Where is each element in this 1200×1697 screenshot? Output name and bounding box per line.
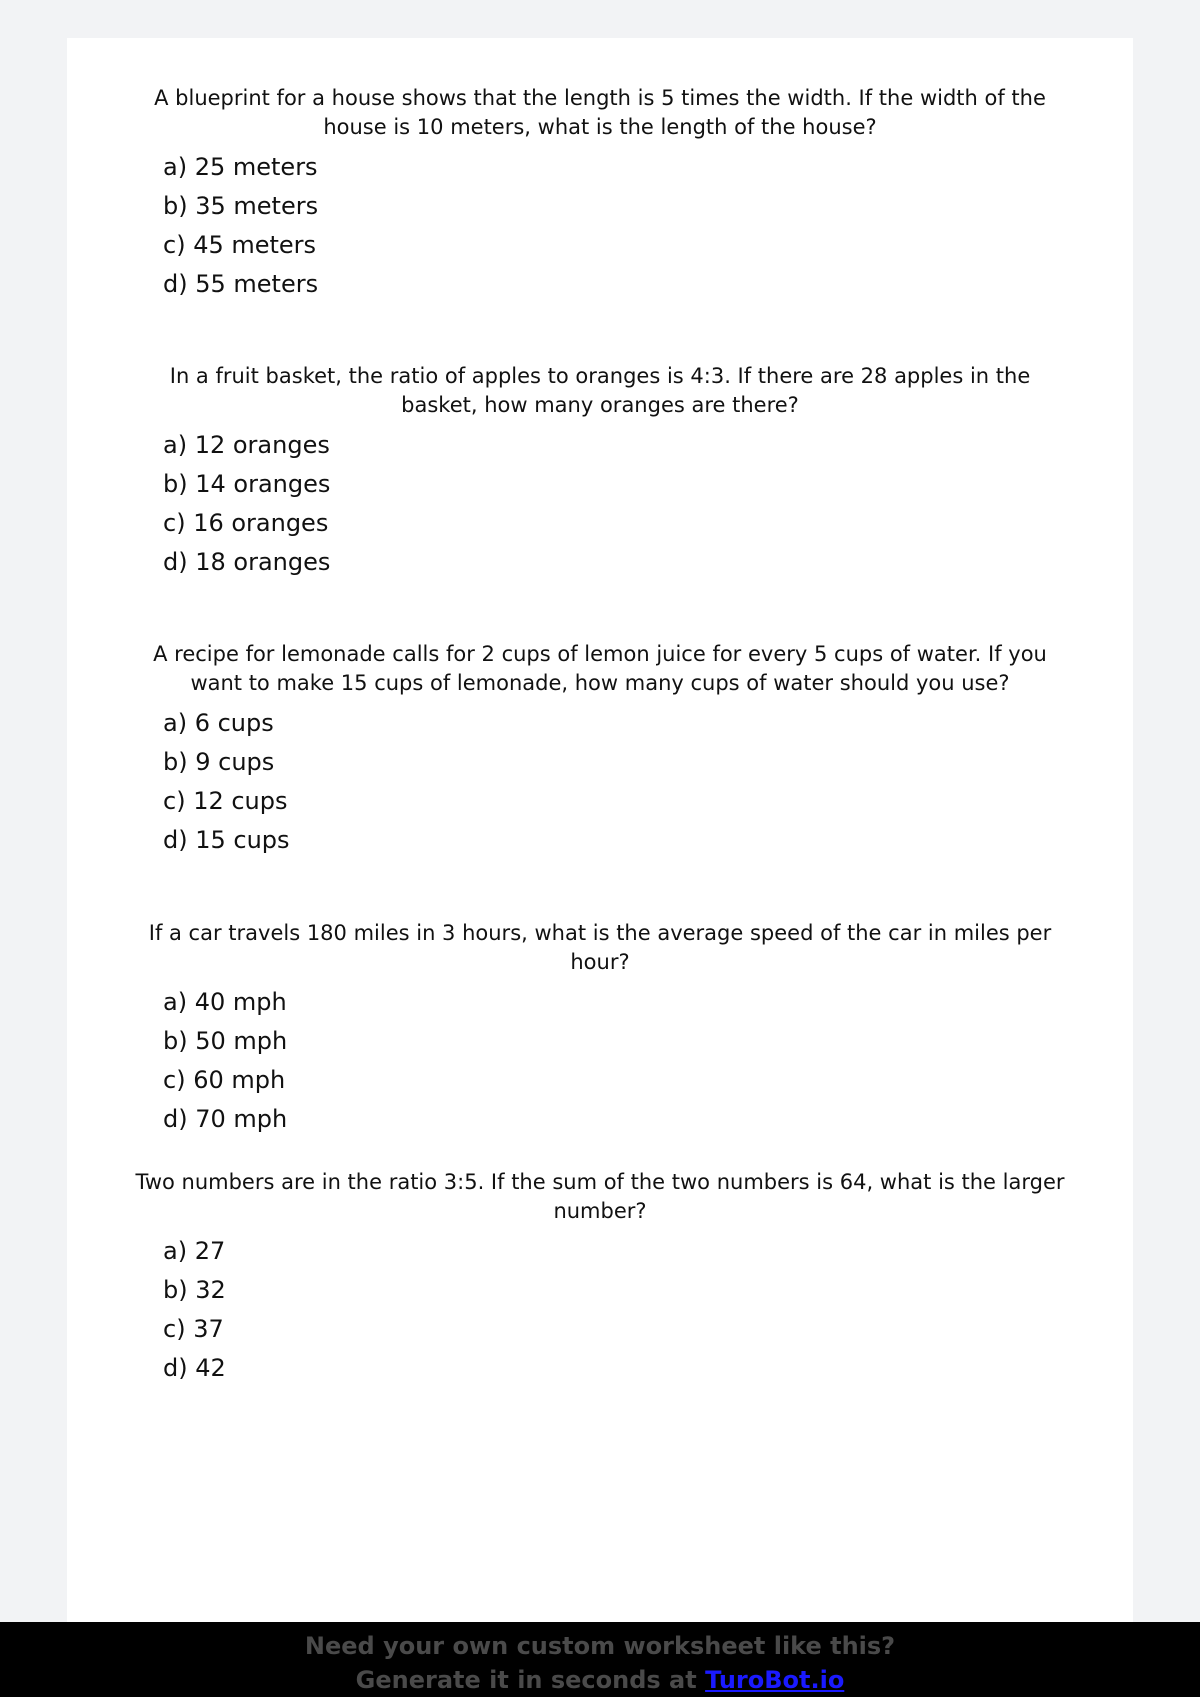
answer-option: d) 55 meters xyxy=(163,270,319,298)
question-text: A recipe for lemonade calls for 2 cups of lemon juice for every 5 cups of water. If you want to make 15 cups of lemonade, how many cups of water should you use? xyxy=(153,642,1047,695)
question-3 xyxy=(67,640,1133,860)
answer-option: a) 40 mph xyxy=(163,988,287,1016)
answer-options xyxy=(67,148,1133,304)
promo-footer xyxy=(0,1622,1200,1697)
answer-options xyxy=(67,704,1133,860)
question-5 xyxy=(67,1168,1133,1388)
question-text: Two numbers are in the ratio 3:5. If the sum of the two numbers is 64, what is the larger number? xyxy=(135,1170,1065,1223)
answer-option: c) 60 mph xyxy=(163,1066,286,1094)
answer-option: a) 6 cups xyxy=(163,709,274,737)
footer-headline: Need your own custom worksheet like this? xyxy=(304,1632,896,1660)
answer-option: c) 12 cups xyxy=(163,787,288,815)
answer-option: a) 27 xyxy=(163,1237,226,1265)
footer-subline xyxy=(0,1664,1200,1696)
answer-options xyxy=(67,983,1133,1139)
turobot-link[interactable]: TuroBot.io xyxy=(705,1666,845,1694)
answer-option: a) 25 meters xyxy=(163,153,318,181)
answer-option: d) 42 xyxy=(163,1354,226,1382)
footer-subline-text: Generate it in seconds at xyxy=(355,1666,706,1694)
question-text: If a car travels 180 miles in 3 hours, what is the average speed of the car in miles per hour? xyxy=(148,921,1052,974)
question-text: A blueprint for a house shows that the length is 5 times the width. If the width of the house is 10 meters, what is the length of the house? xyxy=(154,86,1046,139)
answer-option: b) 35 meters xyxy=(163,192,319,220)
question-2 xyxy=(67,362,1133,582)
answer-options xyxy=(67,1232,1133,1388)
question-text: In a fruit basket, the ratio of apples to oranges is 4:3. If there are 28 apples in the basket, how many oranges are there? xyxy=(169,364,1031,417)
answer-option: c) 16 oranges xyxy=(163,509,329,537)
worksheet-page xyxy=(67,38,1133,1638)
answer-option: b) 14 oranges xyxy=(163,470,331,498)
answer-option: b) 32 xyxy=(163,1276,226,1304)
question-1 xyxy=(67,84,1133,304)
question-4 xyxy=(67,919,1133,1139)
answer-options xyxy=(67,426,1133,582)
answer-option: a) 12 oranges xyxy=(163,431,330,459)
answer-option: d) 70 mph xyxy=(163,1105,288,1133)
answer-option: c) 45 meters xyxy=(163,231,317,259)
answer-option: d) 15 cups xyxy=(163,826,290,854)
answer-option: b) 9 cups xyxy=(163,748,275,776)
answer-option: b) 50 mph xyxy=(163,1027,288,1055)
answer-option: d) 18 oranges xyxy=(163,548,331,576)
answer-option: c) 37 xyxy=(163,1315,224,1343)
